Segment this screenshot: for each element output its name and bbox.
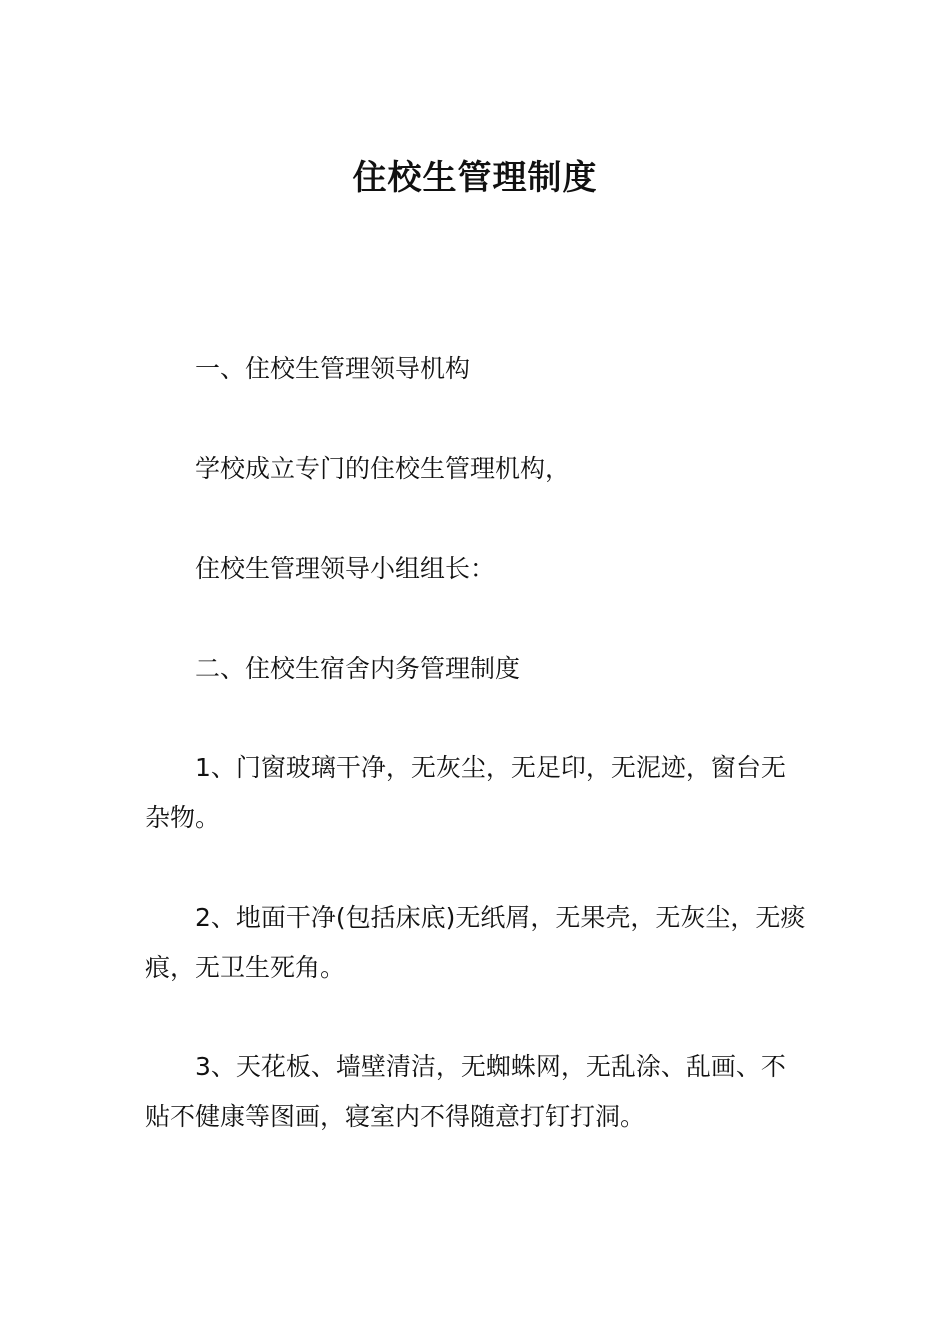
section-heading-2: 二、住校生宿舍内务管理制度 <box>195 654 521 683</box>
section-heading-1: 一、住校生管理领导机构 <box>195 354 471 383</box>
paragraph-org-setup: 学校成立专门的住校生管理机构， <box>195 454 571 483</box>
document-title: 住校生管理制度 <box>352 158 598 198</box>
rule-item-2: 2、地面干净(包括床底)无纸屑，无果壳，无灰尘，无痰痕，无卫生死角。 <box>145 903 806 982</box>
rule-item-1: 1、门窗玻璃干净，无灰尘，无足印，无泥迹，窗台无杂物。 <box>145 753 786 832</box>
rule-item-3: 3、天花板、墙壁清洁，无蜘蛛网，无乱涂、乱画、不贴不健康等图画，寝室内不得随意打钉打洞。 <box>145 1052 786 1131</box>
paragraph-group-leader: 住校生管理领导小组组长： <box>195 554 496 583</box>
